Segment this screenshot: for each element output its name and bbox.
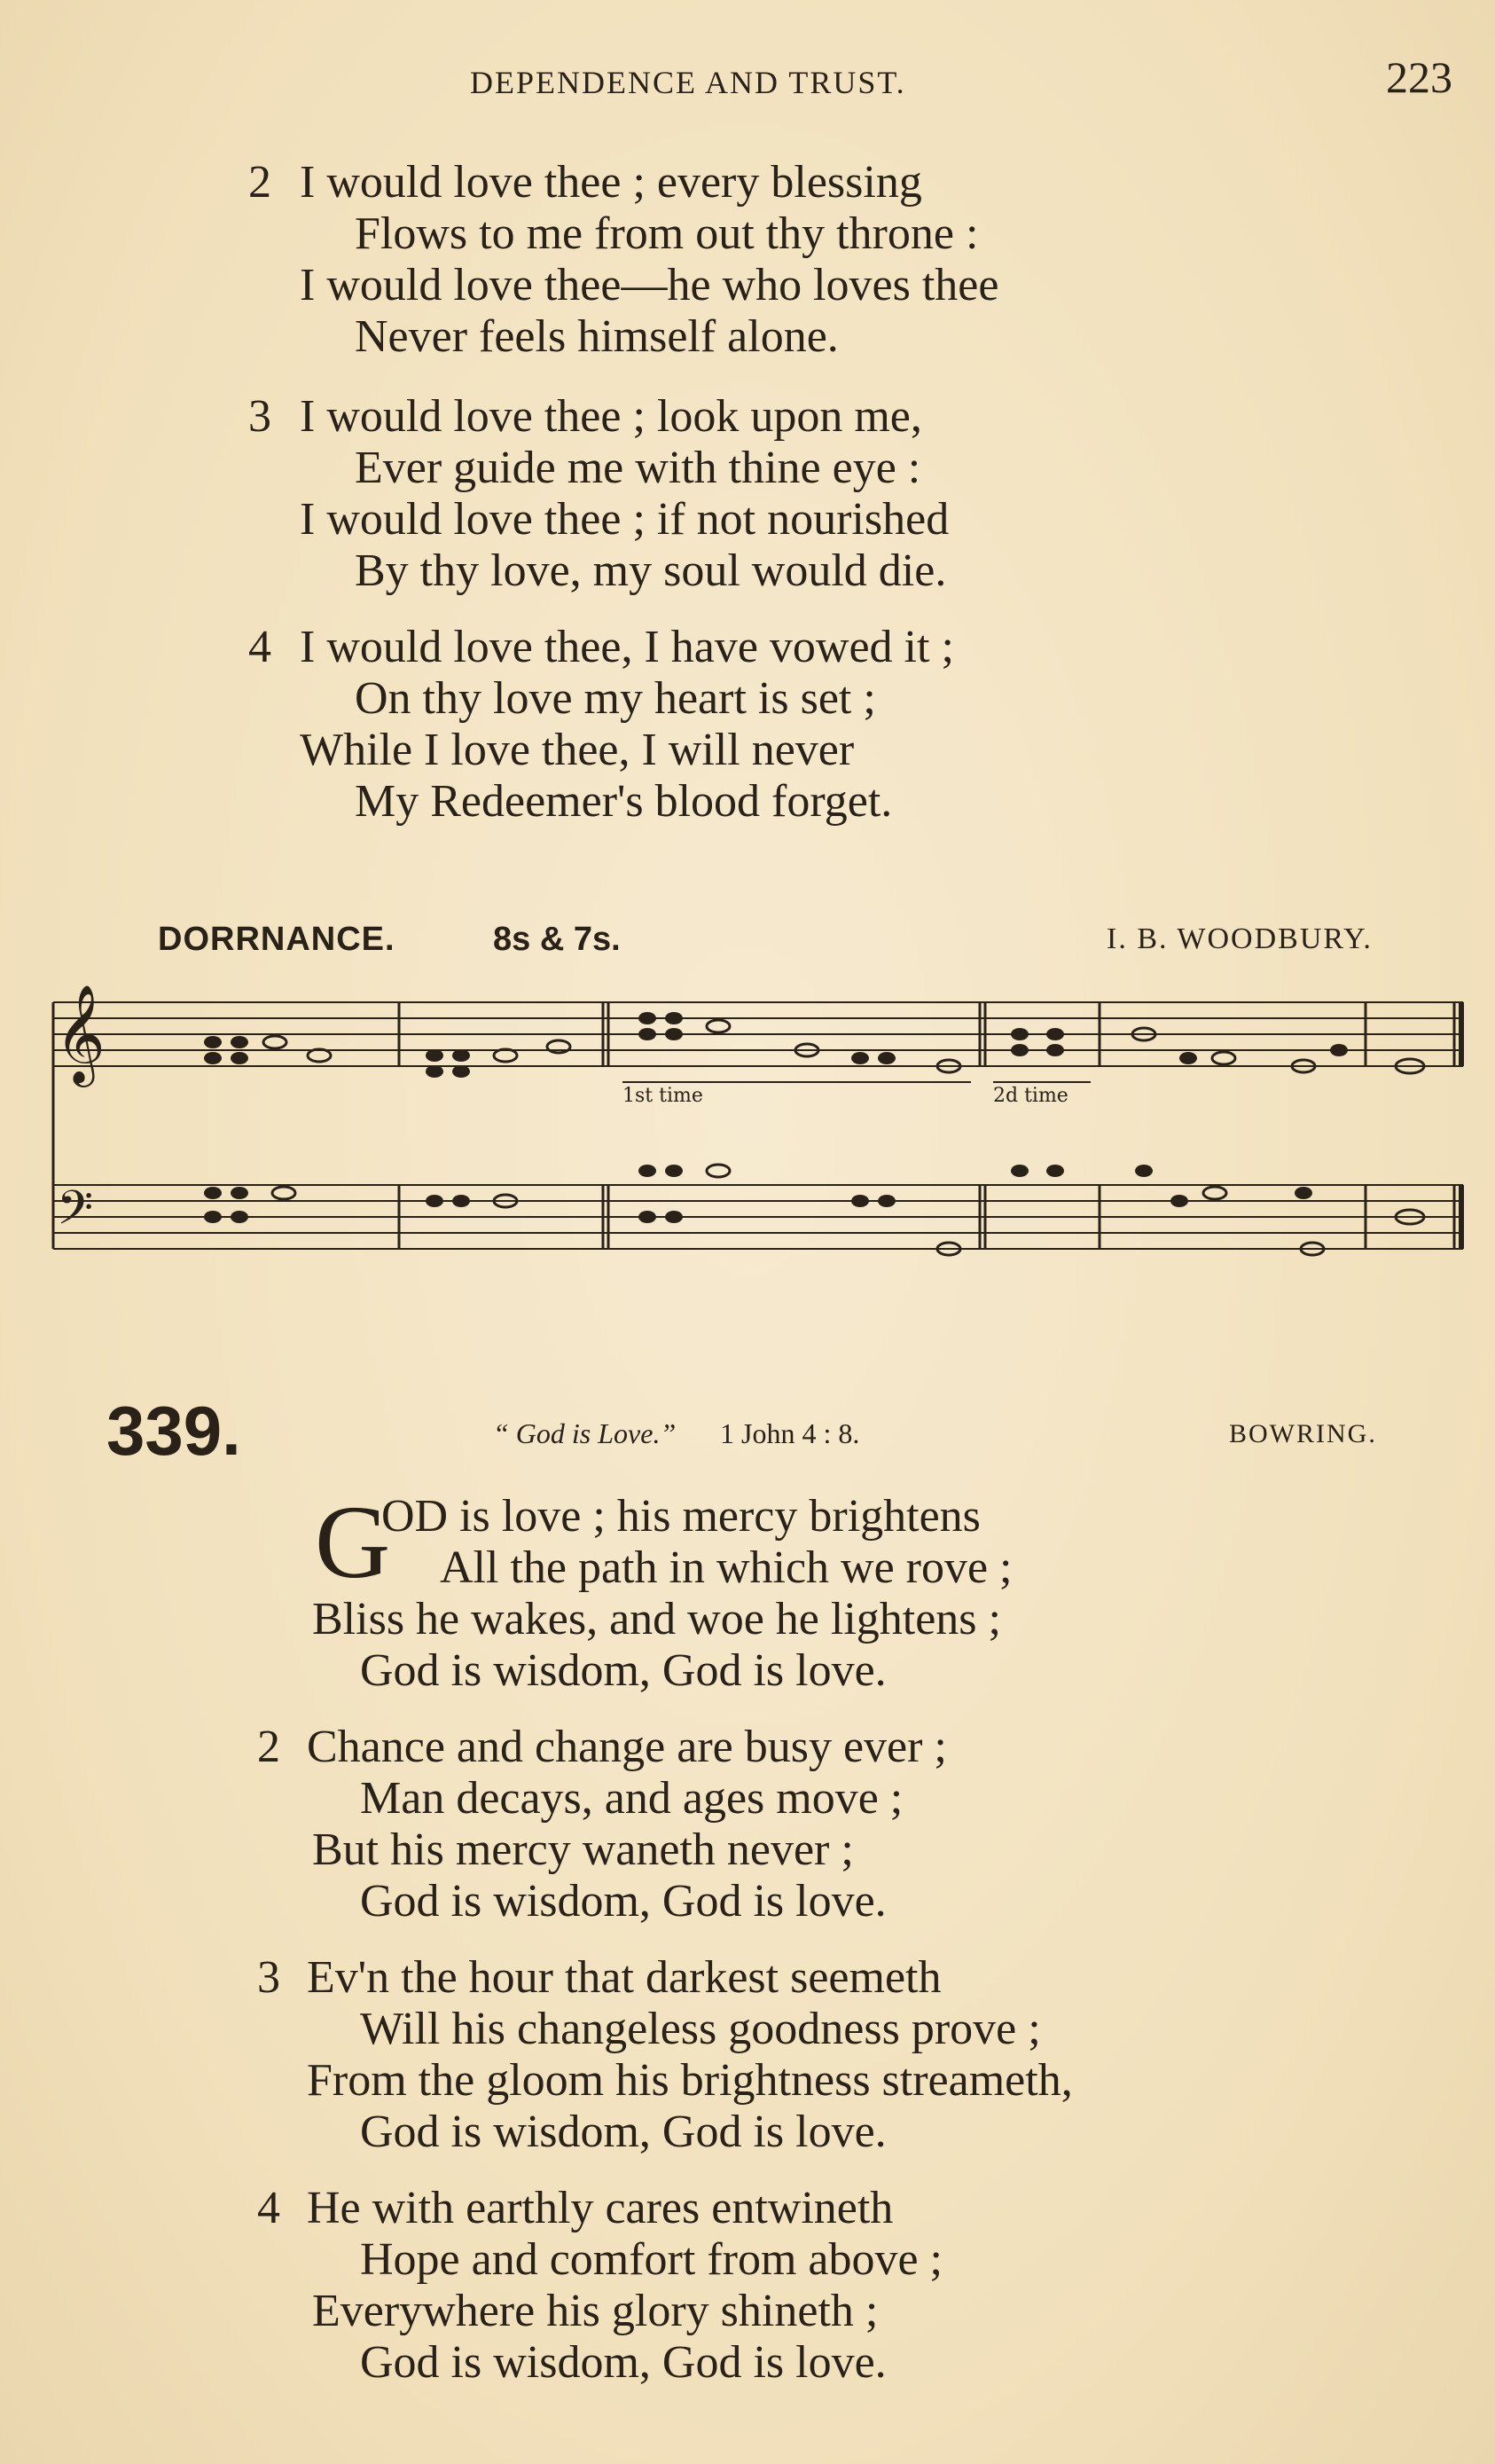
verse-line: OD is love ; his mercy brightens [381, 1491, 981, 1542]
verse-line: God is wisdom, God is love. [360, 1645, 887, 1696]
verse-line: Ev'n the hour that darkest seemeth [307, 1952, 942, 2003]
stanza-number: 3 [248, 391, 271, 442]
verse-line: I would love thee ; every blessing [300, 157, 922, 208]
composer: I. B. WOODBURY. [1107, 922, 1373, 955]
verse-line: But his mercy waneth never ; [312, 1824, 854, 1875]
verse-line: By thy love, my soul would die. [355, 545, 947, 596]
verse-line: Everywhere his glory shineth ; [312, 2286, 879, 2336]
verse-line: From the gloom his brightness streameth, [307, 2055, 1073, 2106]
verse-line: Chance and change are busy ever ; [307, 1722, 947, 1772]
drop-cap: G [315, 1484, 391, 1600]
stanza-number: 4 [257, 2183, 280, 2233]
music-score [27, 967, 1481, 1322]
verse-line: Ever guide me with thine eye : [355, 443, 921, 493]
verse-line: Will his changeless goodness prove ; [360, 2004, 1041, 2054]
treble-clef [55, 984, 106, 1087]
verse-line: God is wisdom, God is love. [360, 1876, 887, 1926]
verse-line: Man decays, and ages move ; [360, 1773, 904, 1824]
verse-line: God is wisdom, God is love. [360, 2337, 887, 2388]
verse-line: Hope and comfort from above ; [360, 2234, 943, 2285]
verse-line: I would love thee, I have vowed it ; [300, 622, 954, 672]
verse-line: He with earthly cares entwineth [307, 2183, 894, 2233]
verse-line: While I love thee, I will never [300, 725, 855, 775]
verse-line: I would love thee ; if not nourished [300, 494, 950, 545]
stanza-number: 4 [248, 622, 271, 672]
scripture-reference: 1 John 4 : 8. [720, 1417, 860, 1449]
stanza-number: 3 [257, 1952, 280, 2003]
bass-notes [204, 1165, 1424, 1255]
verse-line: Never feels himself alone. [355, 311, 839, 362]
second-time-label: 2d time [993, 1085, 1068, 1107]
first-time-label: 1st time [622, 1085, 703, 1107]
author: BOWRING. [1229, 1419, 1377, 1448]
bass-clef [57, 1181, 93, 1247]
hymn-number: 339. [106, 1392, 241, 1470]
tune-meter: 8s & 7s. [493, 921, 621, 958]
verse-line: My Redeemer's blood forget. [355, 776, 893, 827]
verse-line: On thy love my heart is set ; [355, 673, 876, 724]
hymn-title: “ God is Love.” [493, 1417, 677, 1449]
stanza-number: 2 [248, 157, 271, 208]
bass-staff [53, 1185, 1463, 1249]
verse-line: I would love thee ; look upon me, [300, 391, 922, 442]
verse-line: Flows to me from out thy throne : [355, 208, 979, 259]
page-number: 223 [1386, 52, 1452, 102]
verse-line: God is wisdom, God is love. [360, 2107, 887, 2157]
verse-line: Bliss he wakes, and woe he lightens ; [312, 1594, 1001, 1644]
tune-name: DORRNANCE. [158, 921, 395, 958]
stanza-number: 2 [257, 1722, 280, 1772]
running-head: DEPENDENCE AND TRUST. [470, 65, 906, 100]
verse-line: All the path in which we rove ; [440, 1542, 1013, 1593]
svg-text:𝄢: 𝄢 [57, 1181, 94, 1247]
treble-staff [53, 1002, 1463, 1066]
svg-text:𝄞: 𝄞 [55, 984, 106, 1083]
treble-notes [204, 1012, 1424, 1078]
verse-line: I would love thee—he who loves thee [300, 260, 999, 310]
